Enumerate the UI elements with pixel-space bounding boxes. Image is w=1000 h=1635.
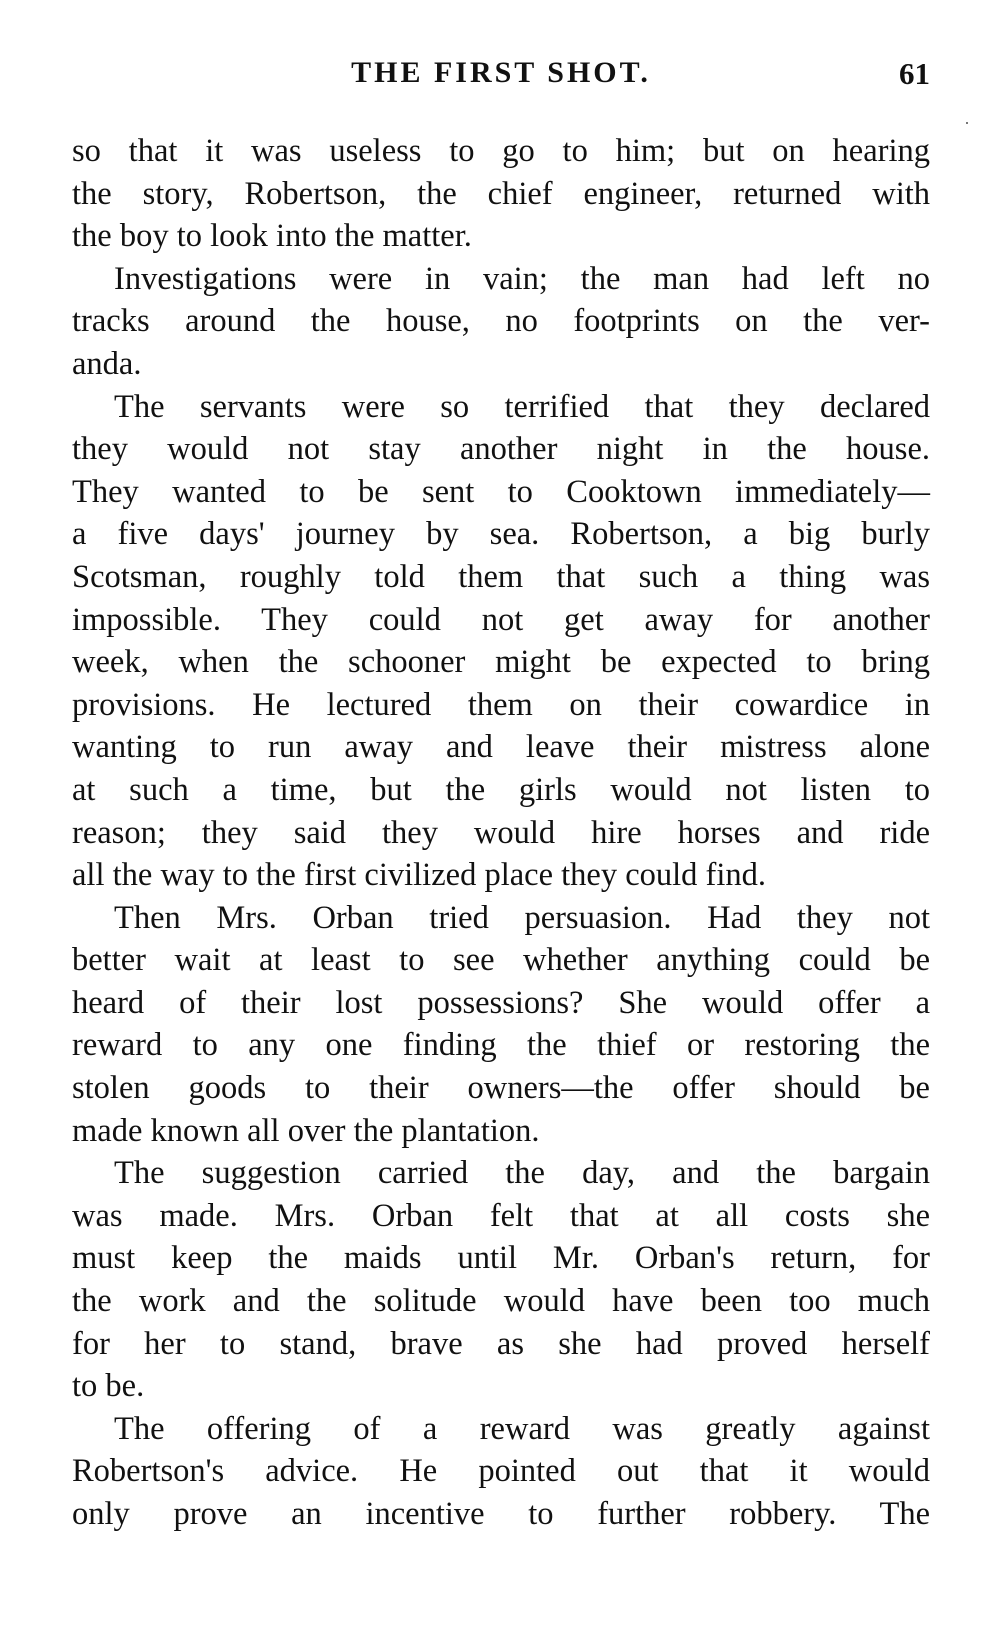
text-line: must keep the maids until Mr. Orban's return, for	[72, 1240, 930, 1277]
text-line: at such a time, but the girls would not listen to	[72, 771, 930, 808]
text-line: provisions. He lectured them on their cowardice in	[72, 686, 930, 723]
text-line: The suggestion carried the day, and the bargain	[114, 1155, 930, 1192]
text-line: they would not stay another night in the house.	[72, 431, 930, 468]
text-line: made known all over the plantation.	[72, 1112, 540, 1149]
text-line: all the way to the first civilized place they could find.	[72, 857, 767, 894]
text-line: the work and the solitude would have been too much	[72, 1283, 930, 1320]
text-line: stolen goods to their owners—the offer should be	[72, 1070, 930, 1107]
text-line: so that it was useless to go to him; but on hearing	[72, 133, 930, 169]
text-line: the boy to look into the matter.	[72, 218, 472, 255]
text-line: to be.	[72, 1368, 145, 1405]
text-line: reward to any one finding the thief or restoring the	[72, 1027, 930, 1064]
text-line: was made. Mrs. Orban felt that at all costs she	[72, 1197, 930, 1234]
text-line: Robertson's advice. He pointed out that it would	[72, 1453, 930, 1490]
text-line: heard of their lost possessions? She would offer a	[72, 984, 930, 1021]
text-line: week, when the schooner might be expected to bring	[72, 644, 930, 681]
running-title: THE FIRST SHOT.	[351, 56, 651, 89]
paper-speck	[966, 122, 968, 124]
page-header	[72, 56, 930, 100]
body-text	[72, 130, 930, 1536]
text-line: impossible. They could not get away for another	[72, 601, 930, 638]
text-line: for her to stand, brave as she had proved herself	[72, 1325, 930, 1362]
text-line: anda.	[72, 345, 142, 382]
text-line: only prove an incentive to further robbery. The	[72, 1496, 930, 1532]
text-line: tracks around the house, no footprints on the ver-	[72, 303, 930, 340]
text-line: They wanted to be sent to Cooktown immediately—	[72, 473, 930, 510]
text-line: Then Mrs. Orban tried persuasion. Had they not	[114, 899, 930, 936]
text-line: The servants were so terrified that they declared	[114, 388, 930, 425]
text-line: Investigations were in vain; the man had left no	[114, 260, 930, 297]
text-line: reason; they said they would hire horses and ride	[72, 814, 930, 851]
page-number: 61	[899, 56, 930, 91]
text-line: a five days' journey by sea. Robertson, a big burly	[72, 516, 930, 553]
text-line: better wait at least to see whether anything could be	[72, 942, 930, 979]
text-line: Scotsman, roughly told them that such a thing was	[72, 558, 930, 595]
text-line: The offering of a reward was greatly against	[114, 1410, 930, 1447]
text-line: the story, Robertson, the chief engineer, returned with	[72, 175, 930, 212]
text-line: wanting to run away and leave their mistress alone	[72, 729, 930, 766]
